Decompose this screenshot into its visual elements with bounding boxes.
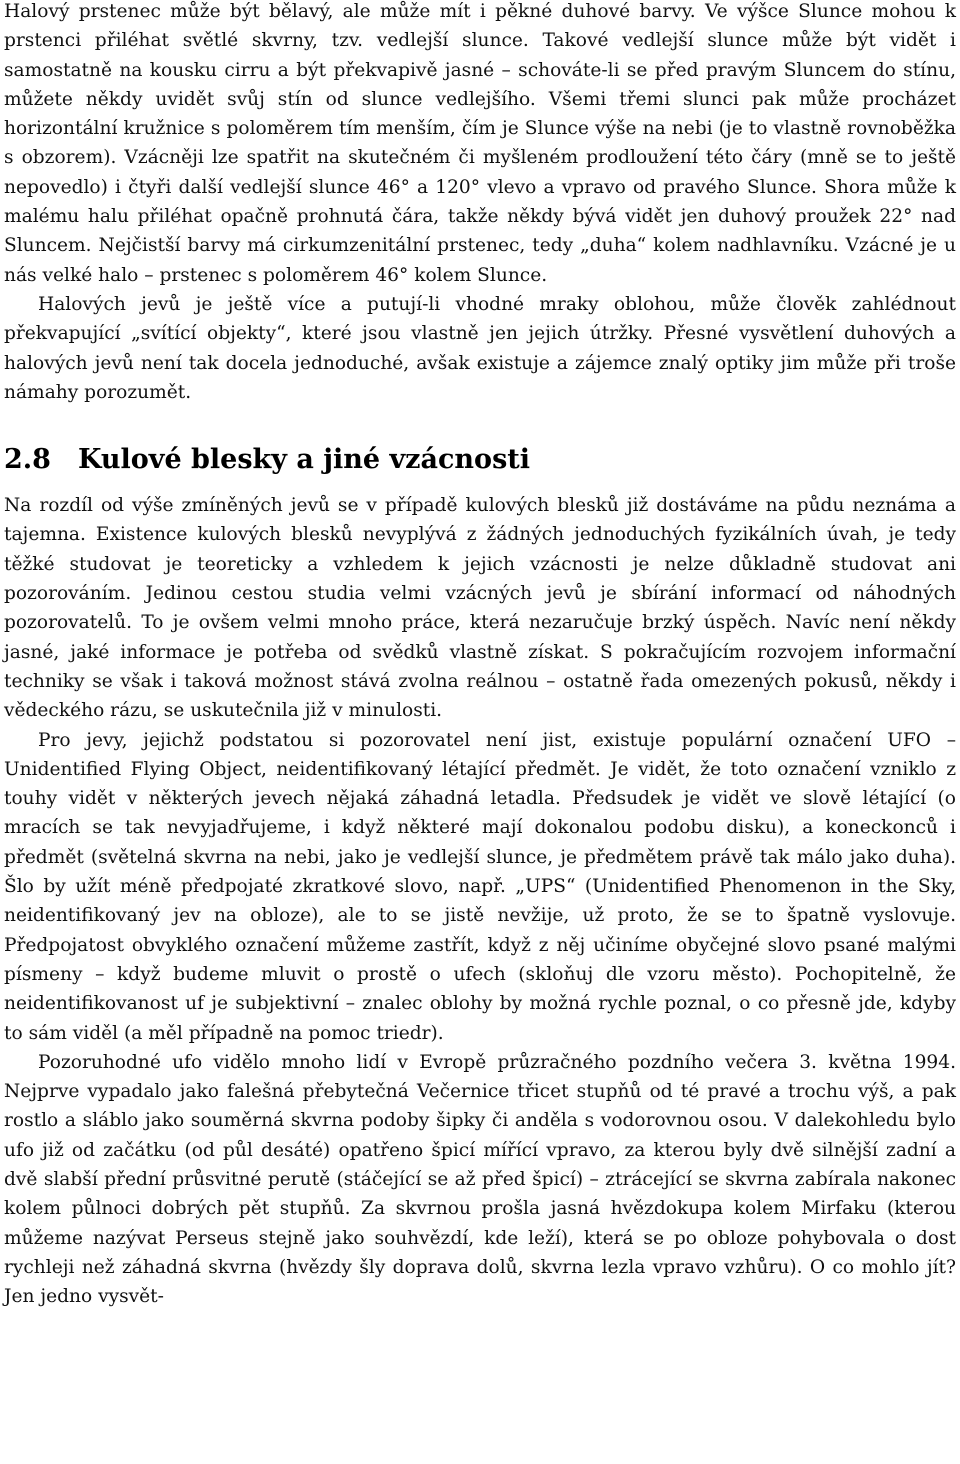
section-heading [4,443,956,477]
section-title: Kulové blesky a jiné vzácnosti [78,444,530,476]
section-number: 2.8 [4,444,51,476]
paragraph-ball-lightning: Na rozdíl od výše zmíněných jevů se v případě kulových blesků již dostáváme na půdu neznáma a tajemna. Existence kulových blesků nevyplývá z žádných jednoduchých fyzikálních úvah, je tedy těžké studovat je teoreticky a vzhledem k jejich vzácnosti je nelze důkladně studovat ani pozorováním. Jedinou cestou studia velmi vzácných jevů je sbírání informací od náhodných pozorovatelů. To je ovšem velmi mnoho práce, která nezaručuje brzký úspěch. Navíc není někdy jasné, jaké informace je potřeba od svědků vlastně získat. S pokračujícím rozvojem informační techniky se však i taková možnost stává zvolna reálnou – ostatně řada omezených pokusů, někdy i vědeckého rázu, se uskutečnila již v minulosti. [4,495,956,722]
paragraph-halo-phenomena: Halových jevů je ještě více a putují-li vhodné mraky oblohou, může člověk zahlédnout překvapující „svítící objekty“, které jsou vlastně jen jejich útržky. Přesné vysvětlení duhových a halových jevů není tak docela jednoduché, avšak existuje a zájemce znalý optiky jim může při troše námahy porozumět. [4,293,956,403]
paragraph-ufo-term: Pro jevy, jejichž podstatou si pozorovatel není jist, existuje populární označení UFO – Unidentified Flying Object, neidentifikovaný létající předmět. Je vidět, že toto označení vzniklo z touhy vidět v některých jevech nějaká záhadná letadla. Předsudek je vidět ve slově létající (o mracích se tak nevyjadřujeme, i když některé mají dokonalou podobu disku), a koneckonců i předmět (světelná skvrna na nebi, jako je vedlejší slunce, je předmětem právě tak málo jako duha). Šlo by užít méně předpojaté zkratkové slovo, např. „UPS“ (Unidentified Phenomenon in the Sky, neidentifikovaný jev na obloze), ale to se jistě nevžije, už proto, že se to špatně vyslovuje. Předpojatost obvyklého označení můžeme zastřít, když z něj učiníme obyčejné slovo psané malými písmeny – když budeme mluvit o prostě o ufech (skloňuj dle vzoru město). Pochopitelně, že neidentifikovanost uf je subjektivní – znalec oblohy by možná rychle poznal, o co přesně jde, kdyby to sám viděl (a měl případně na pomoc triedr). [4,729,956,1044]
paragraph-halo-colors: Halový prstenec může být bělavý, ale může mít i pěkné duhové barvy. Ve výšce Slunce mohou k prstenci přiléhat světlé skvrny, tzv. vedlejší slunce. Takové vedlejší slunce může být vidět i samostatně na kousku cirru a být překvapivě jasné – schováte-li se před pravým Sluncem do stínu, můžete někdy uvidět svůj stín od slunce vedlejšího. Všemi třemi slunci pak může procházet horizontální kružnice s poloměrem tím menším, čím je Slunce výše na nebi (je to vlastně rovnoběžka s obzorem). Vzácněji lze spatřit na skutečném či myšleném prodloužení této čáry (mně se to ještě nepovedlo) i čtyři další vedlejší slunce 46° a 120° vlevo a vpravo od pravého Slunce. Shora může k malému halu přiléhat opačně prohnutá čára, takže někdy bývá vidět jen duhový proužek 22° nad Sluncem. Nejčistší barvy má cirkumzenitální prstenec, tedy „duha“ kolem nadhlavníku. Vzácné je u nás velké halo – prstenec s poloměrem 46° kolem Slunce. [4,1,956,286]
text-block-after [4,491,956,1311]
text-block-before [4,0,956,407]
paragraph-ufo-observation: Pozoruhodné ufo vidělo mnoho lidí v Evropě průzračného pozdního večera 3. května 1994. Nejprve vypadalo jako falešná přebytečná Večernice třicet stupňů od té pravé a trochu výš, a pak rostlo a sláblo jako souměrná skvrna podoby šipky či anděla s vodorovnou osou. V dalekohledu bylo ufo již od začátku (od půl desáté) opatřeno špicí mířící vpravo, za kterou byly dvě silnější zadní a dvě slabší přední průsvitné perutě (stáčející se až před špicí) – ztrácející se skvrna zabírala nakonec kolem půlnoci dobrých pět stupňů. Za skvrnou prošla jasná hvězdokupa kolem Mirfaku (kterou můžeme nazývat Perseus stejně jako souhvězdí, kde leží), která se po obloze pohybovala o dost rychleji než záhadná skvrna (hvězdy šly doprava dolů, skvrna lezla vpravo vzhůru). O co mohlo jít? Jen jedno vysvět- [4,1051,956,1308]
